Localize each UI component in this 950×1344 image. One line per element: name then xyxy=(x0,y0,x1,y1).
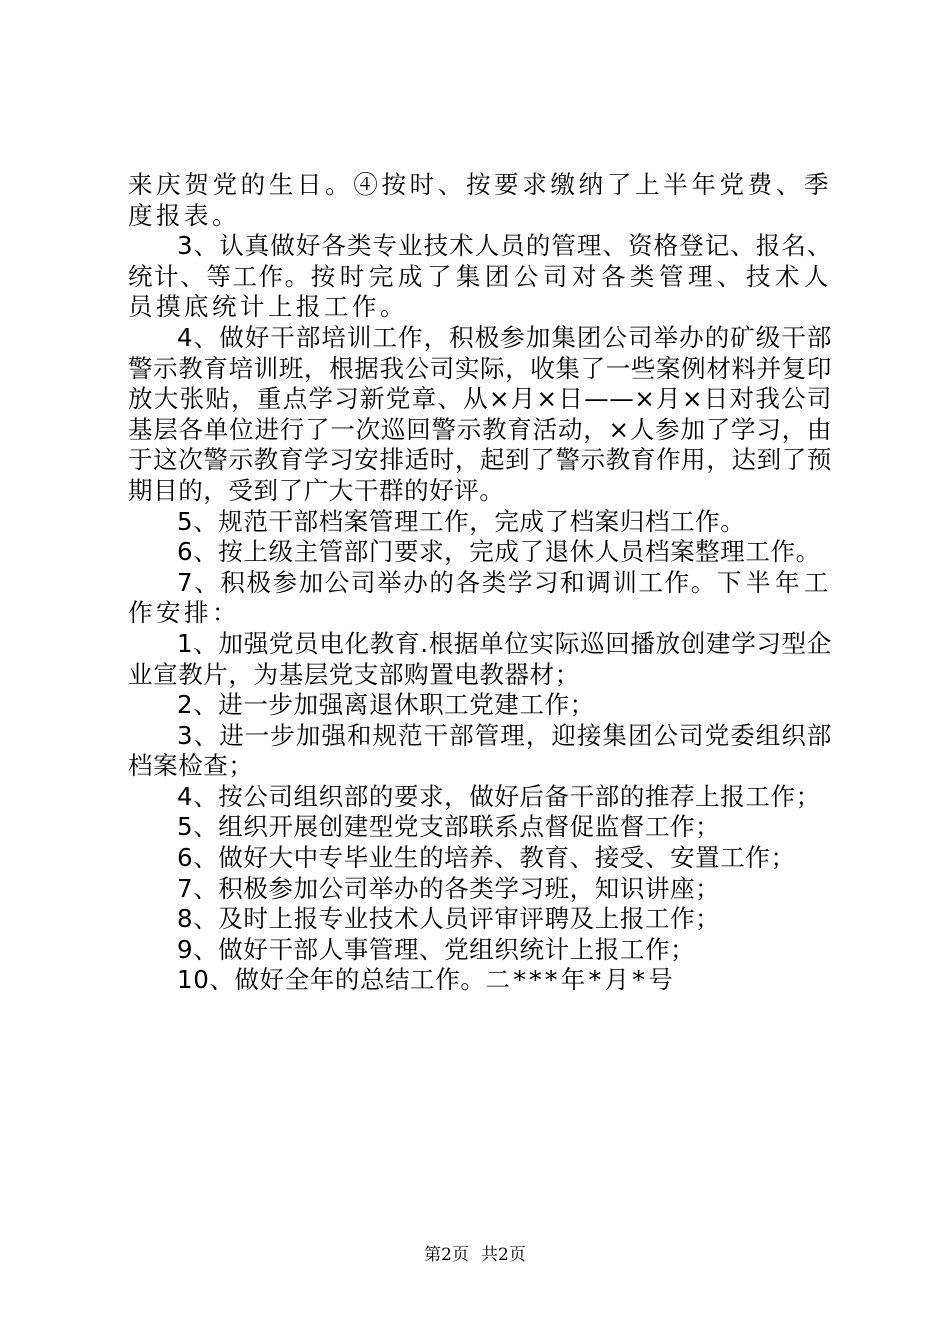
text-segment: 来庆贺党的生日。④按时、按要求缴纳了上半年党费、季度报表。 xyxy=(128,170,832,230)
text-segment: 8、及时上报专业技术人员评审评聘及上报工作； xyxy=(177,904,721,934)
paragraph xyxy=(128,629,832,690)
paragraph xyxy=(128,904,832,935)
page-number: 第2页 xyxy=(424,1245,469,1265)
text-segment: 二***年*月*号 xyxy=(485,965,677,995)
page-total: 共2页 xyxy=(481,1245,526,1265)
paragraph xyxy=(128,170,832,231)
paragraph xyxy=(128,965,832,996)
text-segment: 10、做好全年的总结工作。 xyxy=(177,965,486,995)
paragraph xyxy=(128,231,832,323)
text-segment: 3、进一步加强和规范干部管理，迎接集团公司党委组织部档案检查； xyxy=(128,720,832,781)
page-footer xyxy=(0,1244,950,1266)
paragraph xyxy=(128,537,832,568)
text-segment: 按时完成了集团公司对各类管理、技术人员摸底统计上报工作。 xyxy=(128,261,833,322)
text-segment: 1、加强党员电化教育.根据单位实际巡回播放创建学习型企业宣教片，为基层党支部购置电教器材； xyxy=(128,628,832,689)
text-segment: 6、做好大中专毕业生的培养、教育、接受、安置工作； xyxy=(177,843,796,873)
paragraph xyxy=(128,690,832,721)
text-segment: 7、积极参加公司举办的各类学习和调训工作。 xyxy=(177,567,717,597)
text-segment: 6、按上级主管部门要求，完成了退休人员档案整理工作。 xyxy=(177,537,821,567)
text-segment: 5、规范干部档案管理工作，完成了档案归档工作。 xyxy=(177,506,746,536)
paragraph xyxy=(128,323,832,507)
text-segment: 下半年工作安排： xyxy=(128,567,833,628)
text-segment: 3、认真做好各类专业技术人员的管理、资格登记、报名、统计、等工作。 xyxy=(128,231,832,291)
text-segment: 4、按公司组织部的要求，做好后备干部的推荐上报工作； xyxy=(177,781,821,811)
paragraph xyxy=(128,782,832,813)
paragraph xyxy=(128,721,832,782)
text-segment: 5、组织开展创建型党支部联系点督促监督工作； xyxy=(177,812,721,842)
paragraph xyxy=(128,874,832,905)
text-segment: 7、积极参加公司举办的各类学习班，知识讲座； xyxy=(177,873,721,903)
text-segment: 9、做好干部人事管理、党组织统计上报工作； xyxy=(177,934,696,964)
document-body xyxy=(128,170,832,996)
text-segment: 2、进一步加强离退休职工党建工作； xyxy=(177,690,595,720)
paragraph xyxy=(128,843,832,874)
text-segment: 4、做好干部培训工作，积极参加集团公司举办的矿级干部警示教育培训班，根据我公司实际，收集了一些案例材料并复印放大张贴，重点学习新党章、从×月×日——×月×日对我公司基层各单位进行了一次巡回警示教育活动，×人参加了学习，由于这次警示教育学习安排适时，起到了警示教育作用，达到了预期目的，受到了广大干群的好评。 xyxy=(128,322,832,505)
paragraph xyxy=(128,935,832,966)
paragraph xyxy=(128,812,832,843)
paragraph xyxy=(128,568,832,629)
paragraph xyxy=(128,507,832,538)
